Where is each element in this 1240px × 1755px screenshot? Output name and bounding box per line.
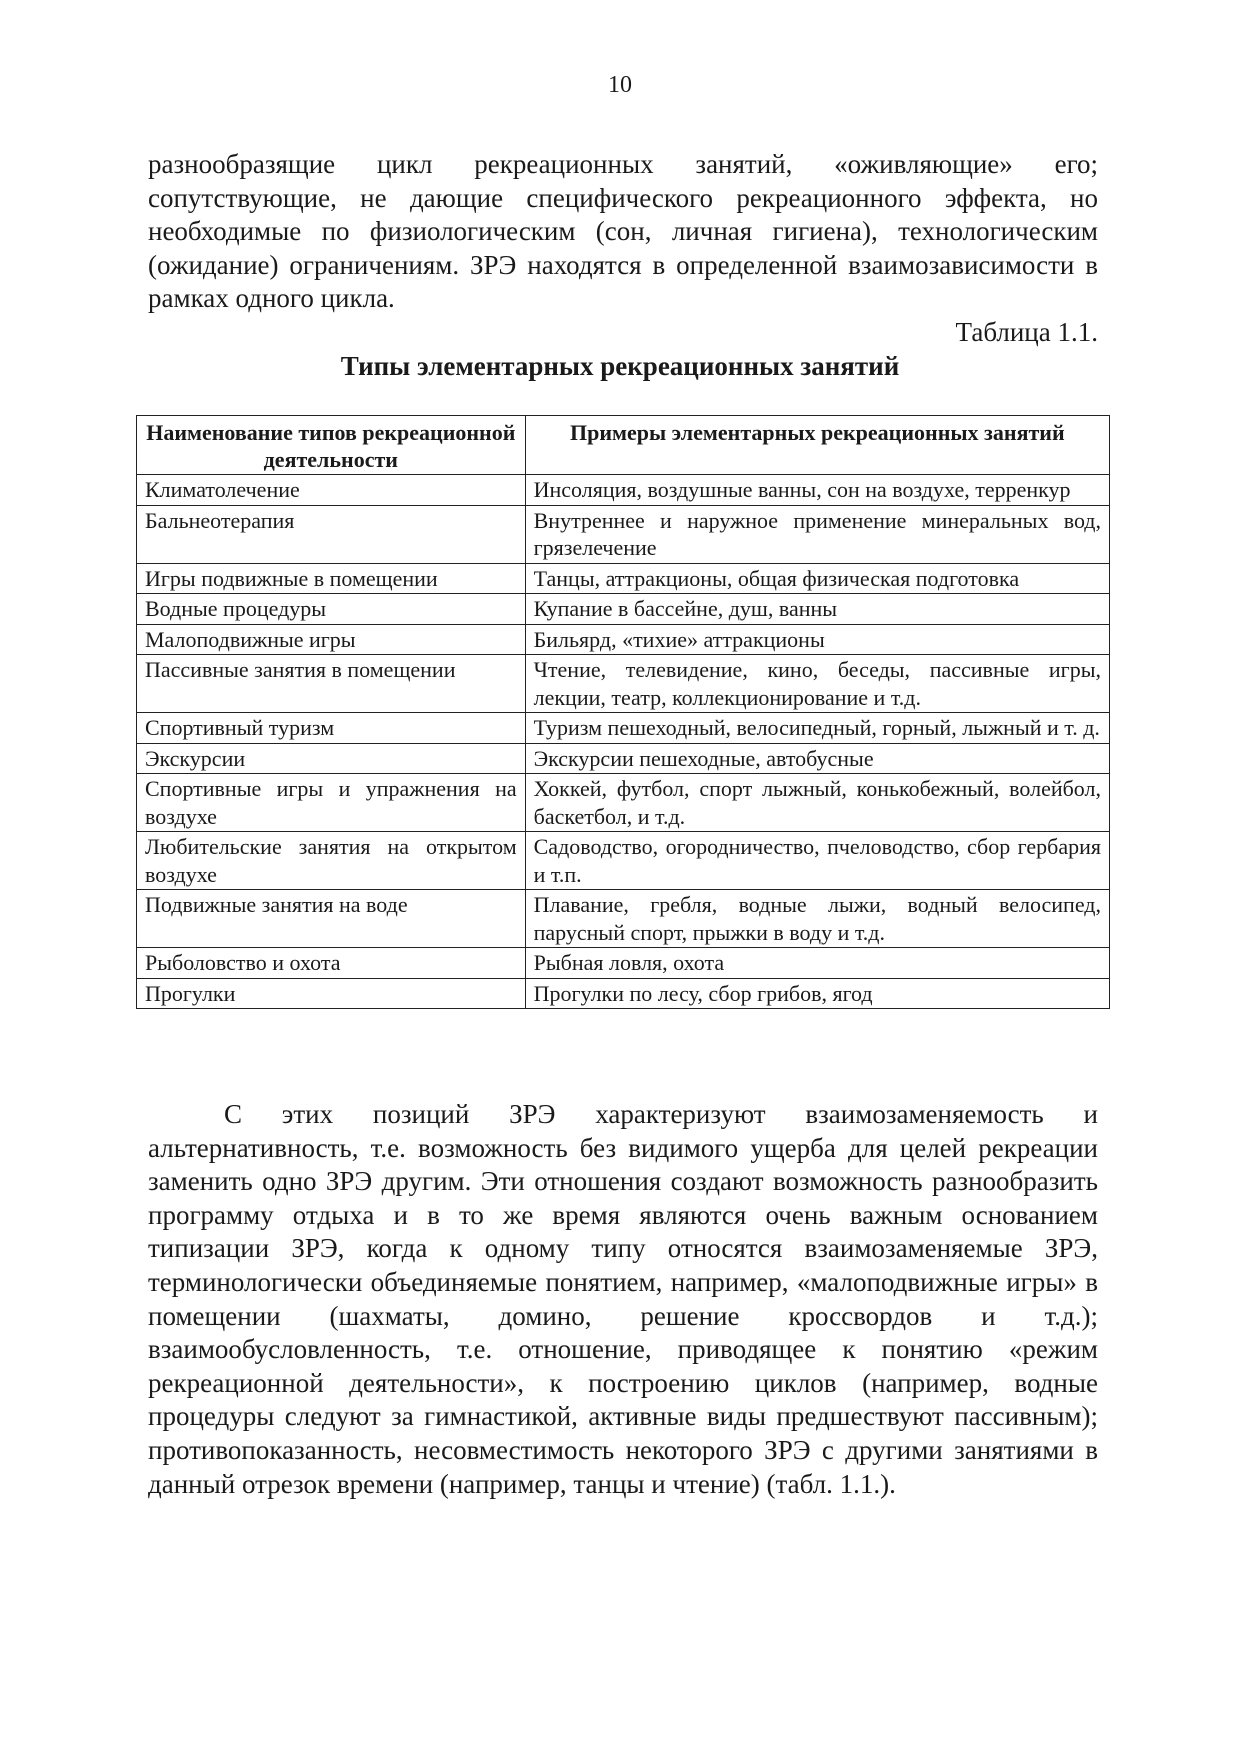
table-row: [137, 563, 1110, 594]
cell-examples: Рыбная ловля, охота: [525, 948, 1109, 979]
cell-examples: Хоккей, футбол, спорт лыжный, конькобежный, волейбол, баскетбол, и т.д.: [525, 774, 1109, 832]
cell-type: Малоподвижные игры: [137, 624, 526, 655]
table-row: [137, 890, 1110, 948]
cell-type: Любительские занятия на открытом воздухе: [137, 832, 526, 890]
cell-type: Пассивные занятия в помещении: [137, 655, 526, 713]
cell-examples: Чтение, телевидение, кино, беседы, пассивные игры, лекции, театр, коллекционирование и т.д.: [525, 655, 1109, 713]
cell-examples: Плавание, гребля, водные лыжи, водный велосипед, парусный спорт, прыжки в воду и т.д.: [525, 890, 1109, 948]
cell-examples: Танцы, аттракционы, общая физическая подготовка: [525, 563, 1109, 594]
table-header-row: [137, 416, 1110, 475]
cell-examples: Внутреннее и наружное применение минеральных вод, грязелечение: [525, 505, 1109, 563]
table-caption: Таблица 1.1.: [955, 317, 1098, 347]
cell-type: Экскурсии: [137, 743, 526, 774]
table-row: [137, 774, 1110, 832]
table-title: Типы элементарных рекреационных занятий: [340, 351, 900, 381]
recreation-types-table: [136, 415, 1110, 1009]
cell-examples: Прогулки по лесу, сбор грибов, ягод: [525, 978, 1109, 1009]
cell-type: Климатолечение: [137, 475, 526, 506]
cell-examples: Бильярд, «тихие» аттракционы: [525, 624, 1109, 655]
cell-examples: Купание в бассейне, душ, ванны: [525, 594, 1109, 625]
cell-type: Бальнеотерапия: [137, 505, 526, 563]
cell-examples: Экскурсии пешеходные, автобусные: [525, 743, 1109, 774]
cell-examples: Садоводство, огородничество, пчеловодство, сбор гербария и т.п.: [525, 832, 1109, 890]
cell-examples: Туризм пешеходный, велосипедный, горный, лыжный и т. д.: [525, 713, 1109, 744]
page-number: 10: [608, 72, 632, 98]
table-row: [137, 948, 1110, 979]
intro-paragraph: разнообразящие цикл рекреационных занятий, «оживляющие» его; сопутствующие, не дающие специфического рекреационного эффекта, но необходимые по физиологическим (сон, личная гигиена), технологическим (ожидание) ограничениям. ЗРЭ находятся в определенной взаимозависимости в рамках одного цикла.: [148, 149, 1098, 314]
cell-type: Водные процедуры: [137, 594, 526, 625]
table-row: [137, 594, 1110, 625]
closing-paragraph: С этих позиций ЗРЭ характеризуют взаимозаменяемость и альтернативность, т.е. возможность без видимого ущерба для целей рекреации заменить одно ЗРЭ другим. Эти отношения создают возможность разнообразить программу отдыха и в то же время являются очень важным основанием типизации ЗРЭ, когда к одному типу относятся взаимозаменяемые ЗРЭ, терминологически объединяемые понятием, например, «малоподвижные игры» в помещении (шахматы, домино, решение кроссвордов и т.д.); взаимообусловленность, т.е. отношение, приводящее к понятию «режим рекреационной деятельности», к построению циклов (например, водные процедуры следуют за гимнастикой, активные виды предшествуют пассивным); противопоказанность, несовместимость некоторого ЗРЭ с другими занятиями в данный отрезок времени (например, танцы и чтение) (табл. 1.1.).: [148, 1099, 1098, 1499]
cell-examples: Инсоляция, воздушные ванны, сон на воздухе, терренкур: [525, 475, 1109, 506]
table-row: [137, 743, 1110, 774]
cell-type: Рыболовство и охота: [137, 948, 526, 979]
cell-type: Подвижные занятия на воде: [137, 890, 526, 948]
table-row: [137, 832, 1110, 890]
cell-type: Спортивный туризм: [137, 713, 526, 744]
table-row: [137, 655, 1110, 713]
header-type: Наименование типов рекреационной деятельности: [137, 416, 526, 475]
table-row: [137, 505, 1110, 563]
header-examples: Примеры элементарных рекреационных занятий: [525, 416, 1109, 475]
cell-type: Прогулки: [137, 978, 526, 1009]
table-row: [137, 475, 1110, 506]
table-row: [137, 978, 1110, 1009]
table-row: [137, 624, 1110, 655]
cell-type: Игры подвижные в помещении: [137, 563, 526, 594]
cell-type: Спортивные игры и упражнения на воздухе: [137, 774, 526, 832]
table-row: [137, 713, 1110, 744]
